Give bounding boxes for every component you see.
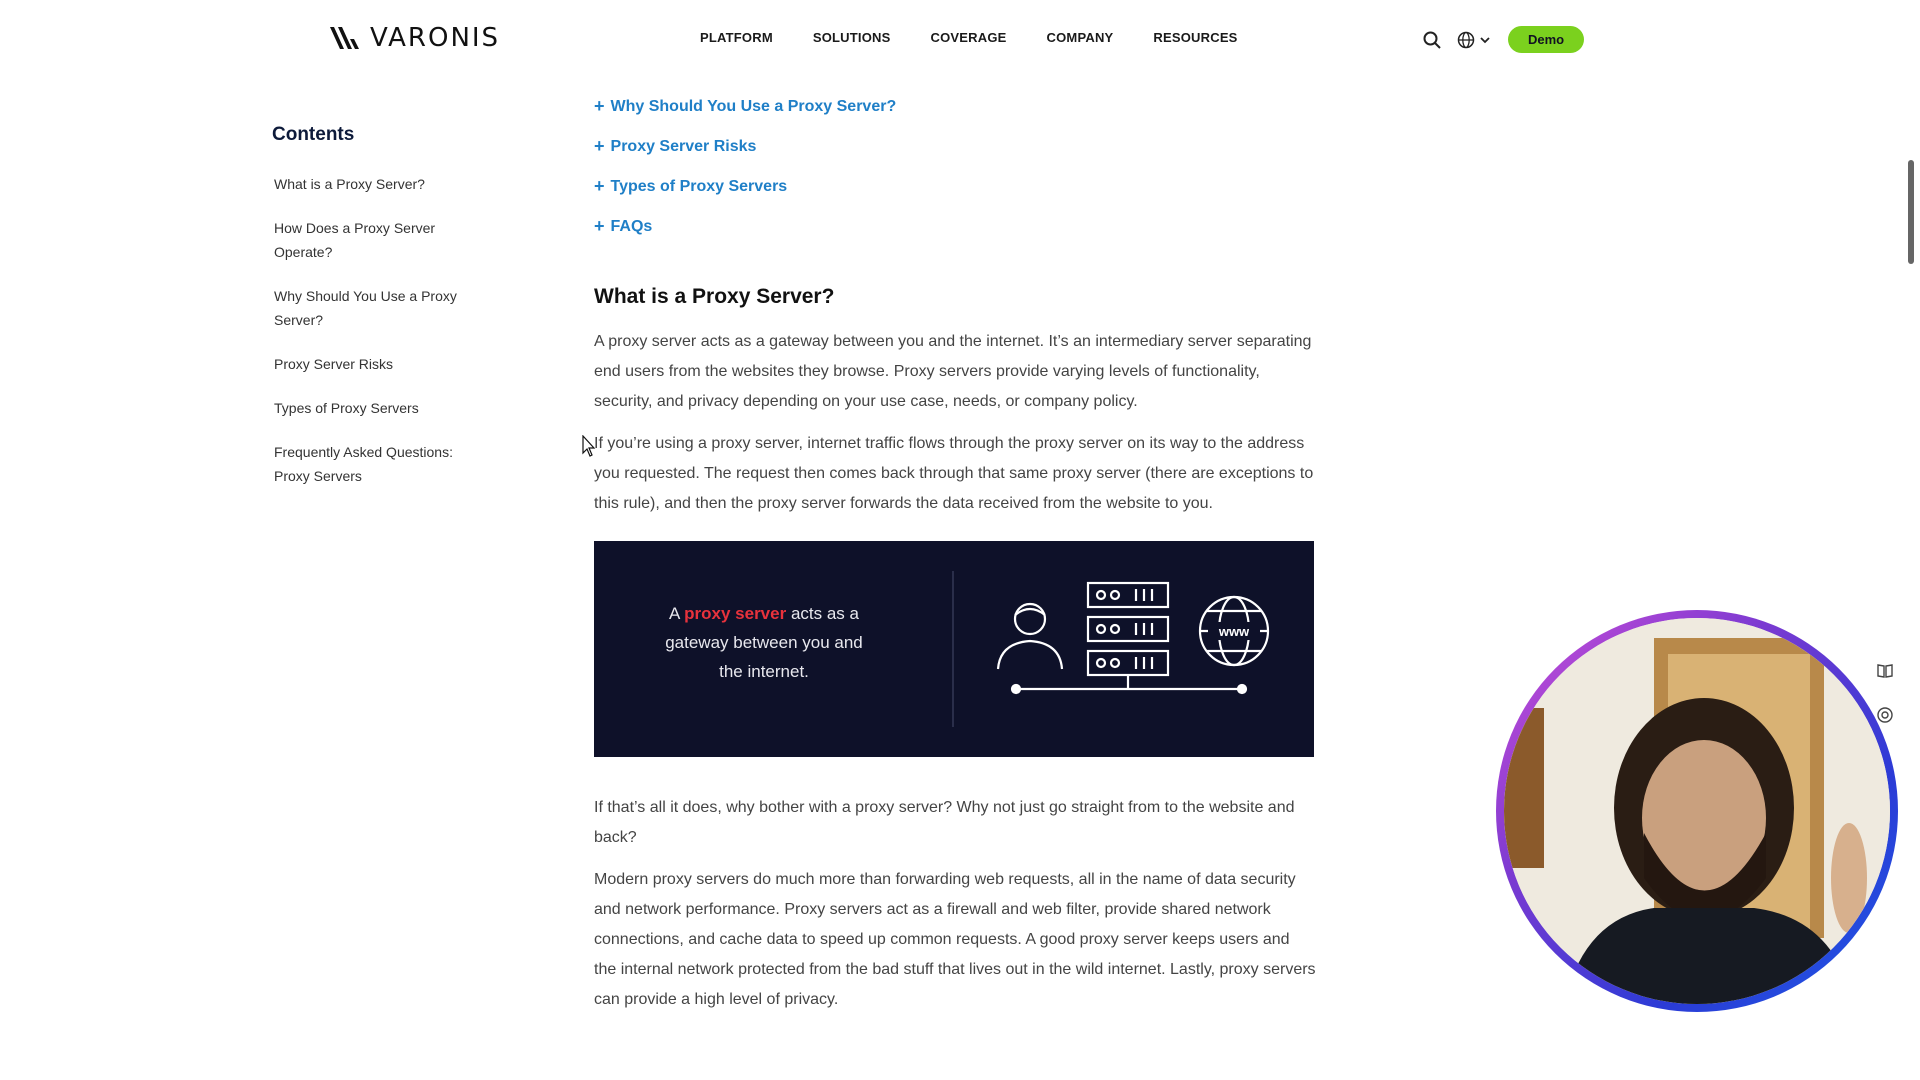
main-nav xyxy=(700,30,1278,45)
toc-item-what-is[interactable]: What is a Proxy Server? xyxy=(274,176,425,192)
paragraph: A proxy server acts as a gateway between you and the internet. It’s an intermediary server separating end users from the websites they browse. Proxy servers provide varying levels of functionality, security, and privacy depending on your use case, needs, or company policy. xyxy=(594,333,1312,410)
toc-item-faq[interactable]: Frequently Asked Questions: Proxy Servers xyxy=(274,444,453,484)
plus-icon: + xyxy=(594,176,605,196)
expander-faqs[interactable] xyxy=(594,216,1316,237)
expander-label: Why Should You Use a Proxy Server? xyxy=(610,97,897,115)
toc-item-how-operate[interactable]: How Does a Proxy Server Operate? xyxy=(274,220,436,260)
expander-label: Types of Proxy Servers xyxy=(610,177,788,195)
paragraph: If that’s all it does, why bother with a proxy server? Why not just go straight from to the website and back? xyxy=(594,799,1295,846)
expander-label: Proxy Server Risks xyxy=(610,137,757,155)
site-header xyxy=(0,0,1920,80)
target-icon[interactable] xyxy=(1876,706,1896,726)
globe-icon[interactable] xyxy=(1454,28,1478,52)
brand-name: VARONIS xyxy=(370,23,501,53)
plus-icon: + xyxy=(594,136,605,156)
varonis-logo[interactable] xyxy=(328,22,500,54)
section-heading: What is a Proxy Server? xyxy=(594,285,835,308)
chevron-down-icon[interactable] xyxy=(1478,28,1492,52)
banner-caption xyxy=(664,599,864,686)
nav-company[interactable]: COMPANY xyxy=(1046,30,1114,45)
paragraph: Modern proxy servers do much more than forwarding web requests, all in the name of data security and network performance. Proxy servers act as a firewall and web filter, provide shared network connections, and cache data to speed up common requests. A good proxy server keeps users and the internal network protected from the bad stuff that lives out in the wild internet. Lastly, proxy servers can provide a high level of privacy. xyxy=(594,871,1316,1008)
banner-caption-post: acts as a gateway between you and the internet. xyxy=(665,604,863,681)
www-globe-icon xyxy=(1200,597,1268,665)
nav-coverage[interactable]: COVERAGE xyxy=(930,30,1007,45)
demo-button[interactable]: Demo xyxy=(1508,26,1584,53)
header-actions xyxy=(1420,26,1584,53)
search-icon[interactable] xyxy=(1420,28,1444,52)
plus-icon: + xyxy=(594,216,605,236)
varonis-logo-mark xyxy=(328,25,366,51)
nav-platform[interactable]: PLATFORM xyxy=(700,30,773,45)
toc-item-risks[interactable]: Proxy Server Risks xyxy=(274,356,394,372)
expander-why-use[interactable] xyxy=(594,96,1316,117)
toc-item-types[interactable]: Types of Proxy Servers xyxy=(274,400,419,416)
page-scrollbar[interactable] xyxy=(1908,160,1914,264)
webcam-feed xyxy=(1504,618,1890,1004)
expander-risks[interactable] xyxy=(594,136,1316,157)
proxy-diagram-banner xyxy=(594,541,1314,757)
plus-icon: + xyxy=(594,96,605,116)
presenter-video xyxy=(1504,618,1890,1004)
toc-item-why-use[interactable]: Why Should You Use a Proxy Server? xyxy=(274,288,457,328)
expander-label: FAQs xyxy=(610,217,653,235)
book-icon[interactable] xyxy=(1876,662,1896,682)
proxy-flow-illustration xyxy=(984,581,1284,721)
banner-divider xyxy=(952,571,954,727)
paragraph: If you’re using a proxy server, internet traffic flows through the proxy server on its way to the address you requested. The request then comes back through that same proxy server (there are exceptions to this rule), and then the proxy server forwards the data received from the website to you. xyxy=(594,435,1314,512)
table-of-contents xyxy=(272,124,492,508)
server-stack-icon xyxy=(1088,583,1168,689)
banner-caption-pre: A xyxy=(669,604,685,623)
article-body xyxy=(594,96,1316,1027)
www-label: www xyxy=(1218,624,1250,639)
nav-solutions[interactable]: SOLUTIONS xyxy=(812,30,891,45)
expander-types[interactable] xyxy=(594,176,1316,197)
webcam-overlay xyxy=(1496,610,1898,1012)
toc-title: Contents xyxy=(272,124,355,145)
nav-resources[interactable]: RESOURCES xyxy=(1153,30,1238,45)
user-icon xyxy=(998,604,1062,669)
banner-caption-highlight: proxy server xyxy=(684,604,787,623)
side-toolbar xyxy=(1876,662,1896,750)
mouse-cursor-icon xyxy=(582,435,596,457)
